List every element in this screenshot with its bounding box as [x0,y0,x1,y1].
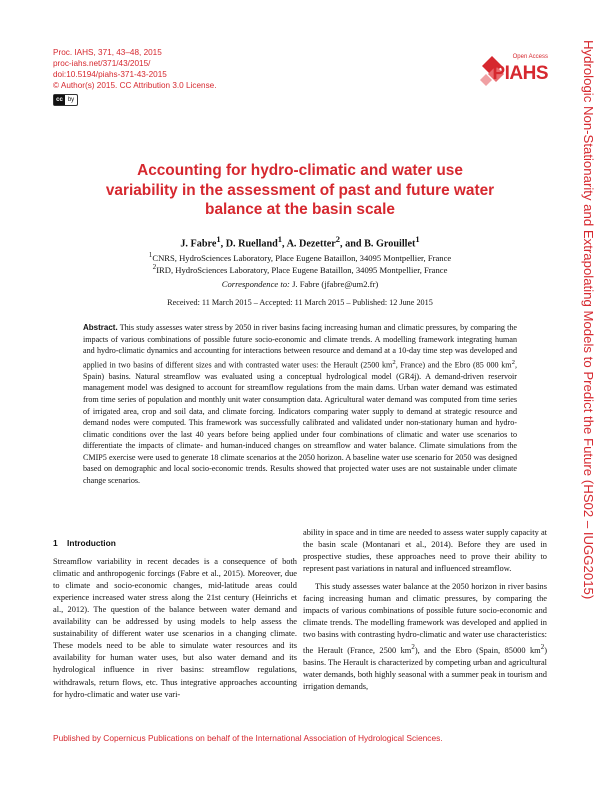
author-name: , D. Ruelland [220,238,278,250]
journal-header [53,47,217,91]
affiliation-text: CNRS, HydroSciences Laboratory, Place Eugene Bataillon, 34095 Montpellier, France [152,252,452,263]
publication-dates: Received: 11 March 2015 – Accepted: 11 March 2015 – Published: 12 June 2015 [167,298,433,307]
affiliation-marker: 2 [335,234,341,244]
piahs-logo [478,52,548,90]
copyright: © Author(s) 2015. CC Attribution 3.0 License. [53,81,217,90]
paragraph: ability in space and in time are needed to assess water supply capacity at the basin scale (Montanari et al., 2014). Before they are used in prospective studies, these approaches need to prove their ability to represent past variations in natural and influenced streamflow. [303,528,547,574]
section-number: 1 [53,538,58,548]
affiliation-number: 1 [148,251,153,259]
publisher-footer: Published by Copernicus Publications on behalf of the International Association of Hydrological Sciences. [53,733,443,743]
body-column-right [303,527,547,693]
paragraph [303,581,547,693]
journal-url[interactable]: proc-iahs.net/371/43/2015/ [53,59,151,68]
affiliation-2 [0,263,600,275]
affiliation-marker: 1 [277,234,283,244]
open-access-label: Open Access [512,54,548,60]
correspondence-label: Correspondence to: [221,279,290,289]
superscript: 2 [392,358,396,366]
author-name: , and B. Grouillet [340,238,416,250]
body-column-left [53,537,297,701]
piahs-wordmark: PIAHS [492,63,548,84]
affiliation-1 [0,251,600,263]
cc-icon: cc [54,95,65,105]
correspondence [0,279,600,289]
superscript: 2 [540,643,545,652]
section-heading [53,537,297,549]
series-side-title-text: Hydrologic Non-Stationarity and Extrapolating Models to Predict the Future (HS02 – IUGG2015) [581,40,596,600]
abstract [83,322,517,486]
superscript: 2 [411,643,415,652]
abstract-label: Abstract. [83,323,118,332]
paragraph: Streamflow variability in recent decades is a consequence of both climatic and anthropogenic forcings (Fabre et al., 2015). Moreover, due to climate and socio-economic changes, mid-latitude areas could experience increased water stress along the 21st century (Heinrichs et al., 2012). The question of the balance between water demand and availability can be addressed by using models to help assess the sustainability of different water use scenarios in a changing climate. These models need to be able to simulate water resources and its availability for human water uses, but also water demand and its hydrological influence in river basins: streamflow regulations, withdrawals, return flows, etc. Thus integrative approaches accounting for hydro-climatic and water use vari- [53,557,297,699]
section-title: Introduction [67,538,116,548]
author-name: J. Fabre [180,238,217,250]
affiliation-number: 2 [152,263,157,271]
paper-title: Accounting for hydro-climatic and water use variability in the assessment of past and future water balance at the basin scale [105,162,495,218]
by-icon: by [67,97,75,103]
correspondence-email[interactable]: J. Fabre (jfabre@um2.fr) [289,279,379,289]
abstract-text: This study assesses water stress by 2050 in river basins facing increasing human and climatic pressures, by comparing the impacts of various combinations of possible future socio-economic and climate trends. A modelling framework integrating human and hydro-climatic dynamics and accounting for interactions between resource and demand at a 10-day time step was developed and applied in two basins of different sizes and with contrasted water uses: the Herault (2500 km [83,323,517,370]
superscript: 2 [511,358,515,366]
paragraph-text: ) basins. The Herault is characterized by competing urban and agricultural water demands, both highly seasonal with a summer peak in tourism and irrigation demands, [303,646,547,692]
paragraph-text: This study assesses water balance at the 2050 horizon in river basins facing increasing human and climatic pressures, by comparing the impacts of various combinations of possible future socio-economic and climate trends. The modelling framework was developed and applied in two basins with contrasting hydro-climatic and water use characteristics: the Herault (France, 2500 km [303,582,547,656]
affiliation-marker: 1 [216,234,221,244]
series-side-title [572,30,600,720]
author-name: , A. Dezetter [282,238,336,250]
journal-citation: Proc. IAHS, 371, 43–48, 2015 [53,48,162,57]
author-list [0,234,600,249]
abstract-text: , France) and the Ebro (85 000 km [395,360,512,370]
paragraph-text: ), and the Ebro (Spain, 85000 km [414,646,541,656]
abstract-text: , Spain) basins. Natural streamflow was evaluated using a conceptual hydrological model (GR4j). A demand-driven reservoir management model was designed to account for streamflow regulations from the main dams. Urban water demand was estimated from time series of population and monthly unit water consumption data. Agricultural water demand was computed from time series of irrigated area, crop and soil data, and climate forcing. Indicators comparing water supply to demand at strategic resource and demand nodes were computed. This framework was successfully calibrated and validated under non-stationary human and hydro-climatic conditions over the last 40 years before being applied under four combinations of climatic and water use scenarios to differentiate the impacts of climate- and human-induced changes on streamflow and water balance. Climate simulations from the CMIP5 exercise were used to generate 18 climate scenarios at the 2050 horizon. A baseline water use scenario for 2050 was designed based on demographic and local socio-economic trends. Results showed that projected water uses are not sustainable under climate change scenarios. [83,360,518,485]
affiliation-text: IRD, HydroSciences Laboratory, Place Eugene Bataillon, 34095 Montpellier, France [156,264,448,275]
cc-license-badge[interactable] [53,94,78,106]
affiliation-marker: 1 [415,234,420,244]
doi[interactable]: doi:10.5194/piahs-371-43-2015 [53,70,167,79]
